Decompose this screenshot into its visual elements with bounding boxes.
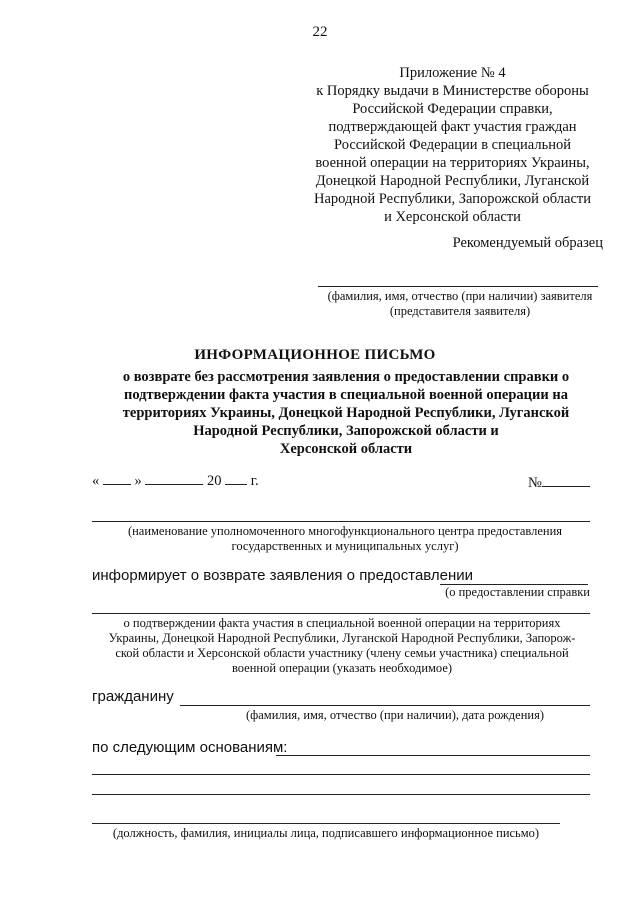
purpose-caption-line: военной операции (указать необходимое) <box>231 661 453 675</box>
mfc-caption-line: государственных и муниципальных услуг) <box>231 539 459 553</box>
date-day-field[interactable] <box>103 472 131 485</box>
mfc-caption <box>100 524 590 554</box>
close-quote: » <box>134 473 142 489</box>
grounds-field[interactable] <box>92 774 590 775</box>
citizen-field[interactable] <box>180 705 590 706</box>
subtitle-line: Народной Республики, Запорожской области и <box>193 423 499 439</box>
year-suffix: г. <box>250 473 259 489</box>
informs-caption: (о предоставлении справки <box>445 585 590 599</box>
purpose-caption-line: о подтверждении факта участия в специальной военной операции на территориях <box>123 616 561 630</box>
citizen-caption: (фамилия, имя, отчество (при наличии), дата рождения) <box>246 708 544 722</box>
mfc-name-field[interactable] <box>92 521 590 522</box>
subtitle-line: Херсонской области <box>279 441 413 457</box>
mfc-caption-line: (наименование уполномоченного многофункционального центра предоставления <box>127 524 563 538</box>
grounds-label: по следующим основаниям: <box>92 739 288 756</box>
purpose-caption <box>88 616 596 676</box>
appendix-line: Российской Федерации справки, <box>352 101 553 117</box>
applicant-caption-line: (представителя заявителя) <box>389 304 531 318</box>
date-month-field[interactable] <box>145 472 203 485</box>
appendix-line: подтверждающей факт участия граждан <box>328 119 577 135</box>
appendix-line: Донецкой Народной Республики, Луганской <box>315 173 590 189</box>
year-prefix: 20 <box>207 473 222 489</box>
open-quote: « <box>92 473 100 489</box>
purpose-caption-line: ской области и Херсонской области участнику (члену семьи участника) специальной <box>115 646 569 660</box>
grounds-field[interactable] <box>92 794 590 795</box>
subtitle-line: о возврате без рассмотрения заявления о предоставлении справки о <box>122 369 570 385</box>
subtitle-line: подтверждении факта участия в специальной военной операции на <box>124 387 568 403</box>
appendix-line: и Херсонской области <box>384 209 521 225</box>
subtitle-line: территориях Украины, Донецкой Народной Республики, Луганской <box>122 405 570 421</box>
letter-subtitle <box>96 368 596 458</box>
citizen-label: гражданину <box>92 688 174 705</box>
purpose-field[interactable] <box>92 613 590 614</box>
date-row <box>92 472 259 490</box>
appendix-line: к Порядку выдачи в Министерстве обороны <box>316 83 589 99</box>
document-number <box>528 474 590 492</box>
appendix-block <box>300 64 605 226</box>
appendix-line: Народной Республики, Запорожской области <box>313 191 591 207</box>
grounds-field[interactable] <box>276 755 590 756</box>
letter-title: ИНФОРМАЦИОННОЕ ПИСЬМО <box>194 347 436 363</box>
appendix-number: Приложение № 4 <box>399 65 506 81</box>
sample-label: Рекомендуемый образец <box>452 235 603 251</box>
document-number-field[interactable] <box>542 474 590 487</box>
appendix-line: военной операции на территориях Украины, <box>315 155 590 171</box>
number-sign: № <box>528 475 542 491</box>
applicant-name-field[interactable] <box>318 286 598 287</box>
informs-text: информирует о возврате заявления о предоставлении <box>92 567 474 584</box>
signer-field[interactable] <box>92 823 560 824</box>
purpose-caption-line: Украины, Донецкой Народной Республики, Луганской Народной Республики, Запорож- <box>108 631 576 645</box>
applicant-caption <box>312 289 608 319</box>
date-year-field[interactable] <box>225 472 247 485</box>
applicant-caption-line: (фамилия, имя, отчество (при наличии) заявителя <box>327 289 593 303</box>
signer-caption: (должность, фамилия, инициалы лица, подписавшего информационное письмо) <box>112 826 540 840</box>
appendix-line: Российской Федерации в специальной <box>334 137 571 153</box>
page-number: 22 <box>312 24 328 40</box>
